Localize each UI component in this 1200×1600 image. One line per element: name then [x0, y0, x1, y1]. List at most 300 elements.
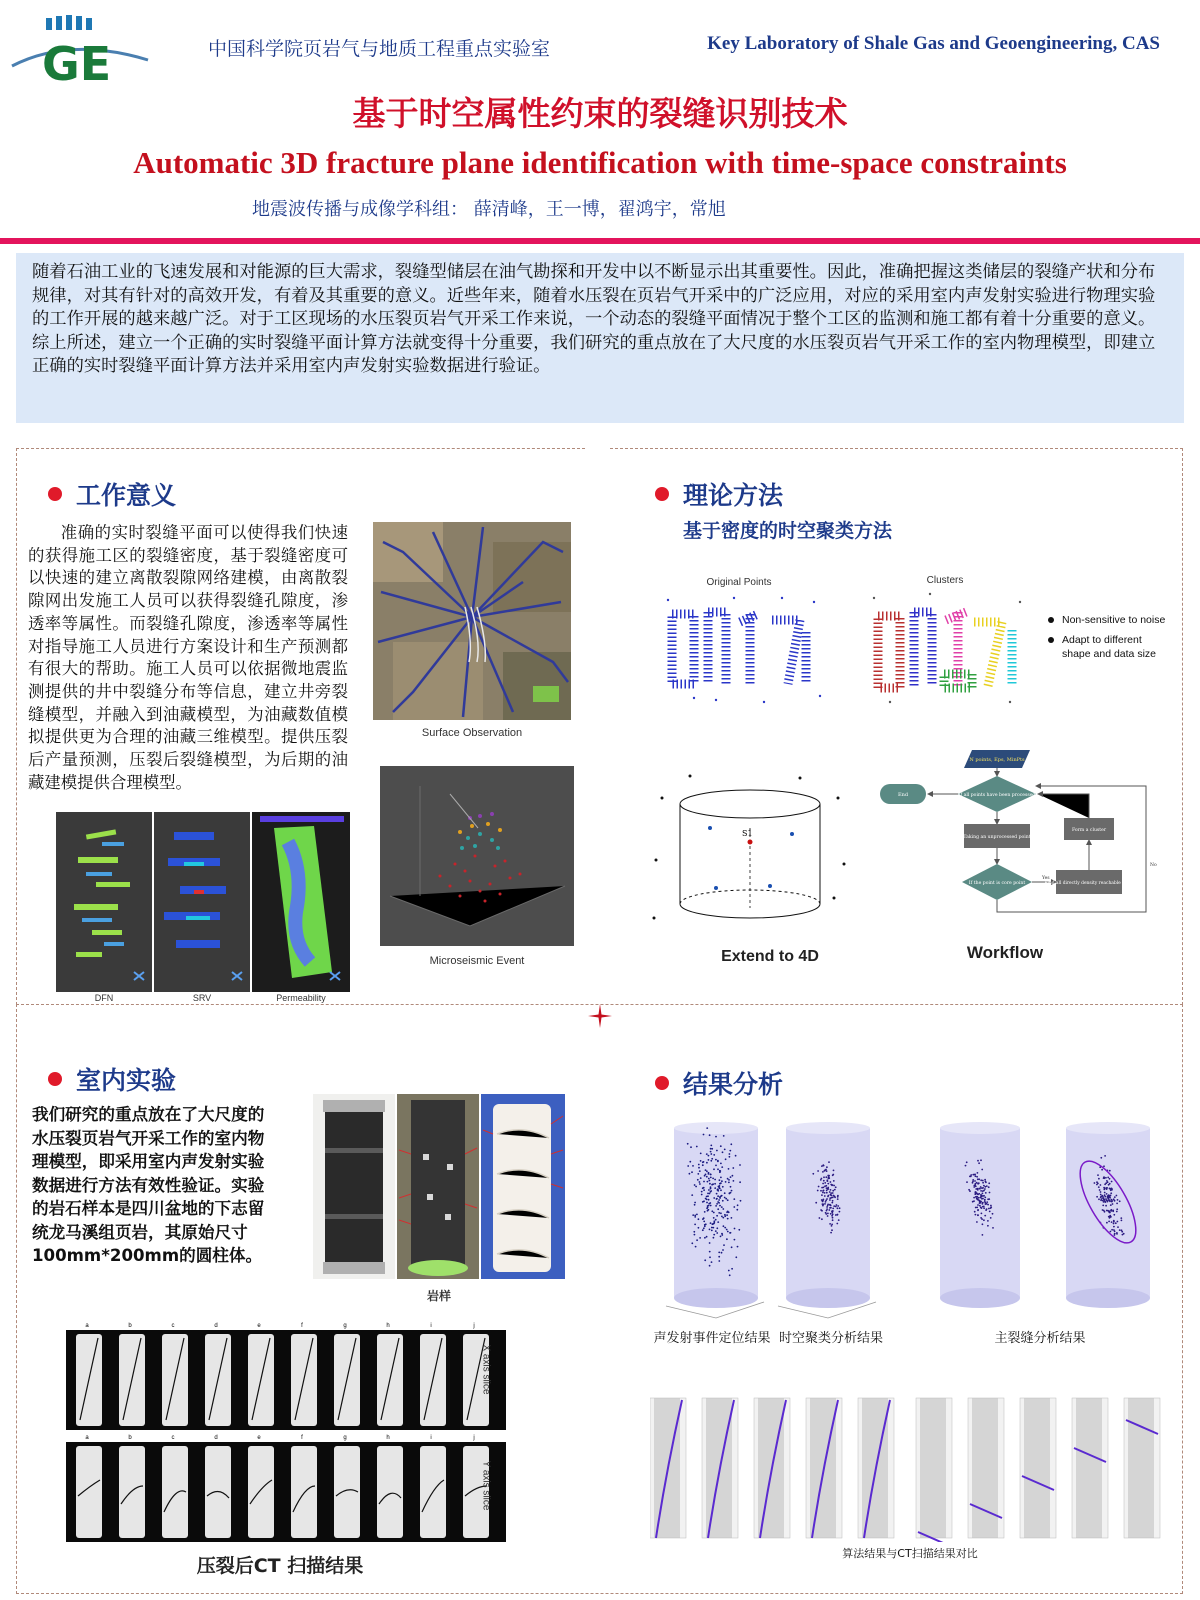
section-title-theory: 理论方法	[683, 481, 784, 510]
event-point	[719, 1170, 721, 1172]
ct-slice-letter: i	[430, 1323, 432, 1329]
event-point	[728, 1211, 730, 1213]
event-point	[727, 1231, 729, 1233]
event-point	[730, 1186, 732, 1188]
event-point	[820, 1209, 822, 1211]
event-point	[1110, 1231, 1112, 1233]
event-point	[731, 1268, 733, 1270]
event-point	[1104, 1192, 1106, 1194]
event-point	[832, 1192, 834, 1194]
event-point	[696, 1146, 698, 1148]
event-point	[973, 1200, 975, 1202]
benefit-item: Non-sensitive to noise	[1046, 613, 1166, 627]
event-point	[1108, 1184, 1110, 1186]
event-point	[826, 1166, 828, 1168]
main-fracture-caption: 主裂缝分析结果	[994, 1331, 1086, 1346]
event-point	[831, 1184, 833, 1186]
event-point	[1109, 1197, 1111, 1199]
event-point	[828, 1161, 830, 1163]
event-point	[827, 1204, 829, 1206]
section-head-theory	[655, 476, 783, 512]
event-point	[1100, 1194, 1102, 1196]
event-point	[831, 1229, 833, 1231]
event-point	[1113, 1226, 1115, 1228]
event-point	[826, 1190, 828, 1192]
clusters-figure	[870, 590, 1030, 710]
event-point	[697, 1179, 699, 1181]
event-point	[1114, 1196, 1116, 1198]
event-point	[716, 1203, 718, 1205]
cluster-benefits-list	[1046, 613, 1166, 667]
event-point	[1098, 1198, 1100, 1200]
event-point	[1105, 1177, 1107, 1179]
event-point	[699, 1170, 701, 1172]
event-point	[979, 1188, 981, 1190]
event-point	[990, 1205, 992, 1207]
event-point	[1117, 1221, 1119, 1223]
event-point	[724, 1149, 726, 1151]
event-point	[1098, 1178, 1100, 1180]
event-point	[832, 1190, 834, 1192]
event-point	[1107, 1197, 1109, 1199]
event-point	[986, 1185, 988, 1187]
event-point	[1109, 1170, 1111, 1172]
event-point	[706, 1162, 708, 1164]
ct-slice-letter: d	[214, 1435, 218, 1441]
event-point	[980, 1202, 982, 1204]
ct-slice-letter: i	[430, 1435, 432, 1441]
event-point	[726, 1238, 728, 1240]
event-point	[821, 1218, 823, 1220]
event-point	[712, 1227, 714, 1229]
event-point	[987, 1220, 989, 1222]
event-point	[711, 1148, 713, 1150]
event-point	[700, 1153, 702, 1155]
event-point	[977, 1209, 979, 1211]
event-point	[829, 1207, 831, 1209]
event-point	[694, 1234, 696, 1236]
event-point	[690, 1146, 692, 1148]
event-point	[821, 1187, 823, 1189]
section-head-significance	[48, 476, 176, 512]
event-point	[989, 1211, 991, 1213]
event-point	[984, 1197, 986, 1199]
event-point	[720, 1177, 722, 1179]
microseismic-caption: Microseismic Event	[429, 955, 525, 967]
event-point	[702, 1218, 704, 1220]
ae-location-caption: 声发射事件定位结果	[653, 1331, 771, 1346]
event-point	[1114, 1230, 1116, 1232]
event-point	[720, 1212, 722, 1214]
event-point	[1113, 1199, 1115, 1201]
event-point	[988, 1208, 990, 1210]
event-point	[734, 1228, 736, 1230]
event-point	[815, 1202, 817, 1204]
event-point	[706, 1207, 708, 1209]
event-point	[731, 1217, 733, 1219]
event-point	[837, 1205, 839, 1207]
event-point	[721, 1206, 723, 1208]
event-point	[966, 1181, 968, 1183]
event-point	[708, 1199, 710, 1201]
wf-node-core-point: If the point is core point	[968, 881, 1026, 886]
event-point	[719, 1185, 721, 1187]
event-point	[830, 1213, 832, 1215]
comparison-caption: 算法结果与CT扫描结果对比	[842, 1547, 978, 1560]
event-point	[822, 1183, 824, 1185]
event-point	[700, 1160, 702, 1162]
event-point	[965, 1165, 967, 1167]
event-point	[984, 1188, 986, 1190]
event-point	[726, 1211, 728, 1213]
event-point	[826, 1179, 828, 1181]
cluster-result-caption: 时空聚类分析结果	[778, 1331, 883, 1346]
event-point	[839, 1207, 841, 1209]
ct-slice-letter: f	[301, 1435, 303, 1441]
event-point	[712, 1223, 714, 1225]
ge-logo	[10, 14, 150, 84]
event-point	[1107, 1210, 1109, 1212]
event-point	[831, 1212, 833, 1214]
event-point	[1110, 1216, 1112, 1218]
event-point	[1096, 1196, 1098, 1198]
event-point	[699, 1237, 701, 1239]
event-point	[730, 1192, 732, 1194]
microseismic-event-figure	[380, 766, 574, 946]
theory-subtitle: 基于密度的时空聚类方法	[683, 520, 893, 542]
event-point	[708, 1155, 710, 1157]
event-point	[727, 1178, 729, 1180]
event-point	[698, 1218, 700, 1220]
event-point	[977, 1189, 979, 1191]
wf-yes-label: Yes	[1042, 876, 1050, 881]
event-point	[823, 1180, 825, 1182]
experiment-text: 我们研究的重点放在了大尺度的水压裂页岩气开采工作的室内物理模型，即采用室内声发射实验数据进行方法有效性验证。实验的岩石样本是四川盆地的下志留统龙马溪组页岩，其原始尺寸100mm*200mm的圆柱体。	[32, 1105, 265, 1265]
event-point	[833, 1185, 835, 1187]
event-point	[980, 1179, 982, 1181]
event-point	[719, 1197, 721, 1199]
event-point	[724, 1227, 726, 1229]
event-point	[812, 1173, 814, 1175]
event-point	[827, 1195, 829, 1197]
event-point	[982, 1187, 984, 1189]
comparison-shade	[1076, 1398, 1102, 1538]
event-point	[992, 1227, 994, 1229]
event-point	[689, 1161, 691, 1163]
ct-caption: 压裂后CT 扫描结果	[196, 1555, 364, 1577]
ct-slice-letter: d	[214, 1323, 218, 1329]
event-point	[1103, 1187, 1105, 1189]
event-point	[712, 1183, 714, 1185]
event-point	[740, 1200, 742, 1202]
event-point	[822, 1192, 824, 1194]
event-point	[702, 1201, 704, 1203]
event-point	[820, 1179, 822, 1181]
event-point	[716, 1150, 718, 1152]
event-point	[822, 1171, 824, 1173]
event-point	[1105, 1205, 1107, 1207]
event-point	[978, 1197, 980, 1199]
wf-node-end: End	[897, 792, 909, 798]
event-point	[1110, 1189, 1112, 1191]
event-point	[984, 1215, 986, 1217]
event-point	[1110, 1192, 1112, 1194]
ct-slice-letter: f	[301, 1323, 303, 1329]
event-point	[722, 1217, 724, 1219]
event-point	[982, 1180, 984, 1182]
event-point	[738, 1229, 740, 1231]
cluster-result-figure	[772, 1120, 882, 1320]
event-point	[976, 1193, 978, 1195]
event-point	[730, 1176, 732, 1178]
event-point	[1103, 1189, 1105, 1191]
header-divider	[0, 238, 1200, 244]
event-point	[817, 1190, 819, 1192]
ct-slice-letter: g	[343, 1435, 347, 1441]
event-point	[1103, 1165, 1105, 1167]
event-point	[982, 1203, 984, 1205]
event-point	[974, 1193, 976, 1195]
title-cn: 基于时空属性约束的裂缝识别技术	[352, 94, 848, 133]
event-point	[825, 1212, 827, 1214]
event-point	[704, 1211, 706, 1213]
event-point	[982, 1223, 984, 1225]
event-point	[720, 1236, 722, 1238]
event-point	[721, 1233, 723, 1235]
event-point	[1106, 1222, 1108, 1224]
event-point	[710, 1188, 712, 1190]
event-point	[1111, 1188, 1113, 1190]
event-point	[737, 1204, 739, 1206]
event-point	[736, 1209, 738, 1211]
event-point	[830, 1189, 832, 1191]
event-point	[705, 1223, 707, 1225]
event-point	[707, 1195, 709, 1197]
event-point	[721, 1166, 723, 1168]
event-point	[832, 1200, 834, 1202]
event-point	[729, 1150, 731, 1152]
event-point	[1113, 1223, 1115, 1225]
event-point	[1104, 1211, 1106, 1213]
event-point	[1115, 1222, 1117, 1224]
event-point	[1116, 1208, 1118, 1210]
event-point	[981, 1194, 983, 1196]
event-point	[1100, 1191, 1102, 1193]
event-point	[706, 1202, 708, 1204]
ct-slice-letter: j	[473, 1435, 475, 1441]
logo-text: GE	[42, 37, 112, 84]
event-point	[716, 1232, 718, 1234]
event-point	[825, 1201, 827, 1203]
event-point	[1094, 1182, 1096, 1184]
ct-slice-letter: j	[473, 1323, 475, 1329]
event-point	[832, 1174, 834, 1176]
event-point	[982, 1234, 984, 1236]
event-point	[823, 1176, 825, 1178]
workflow-caption: Workflow	[966, 943, 1044, 962]
event-point	[713, 1168, 715, 1170]
event-point	[966, 1161, 968, 1163]
divider-star-icon	[588, 1004, 612, 1028]
event-point	[1113, 1220, 1115, 1222]
event-point	[716, 1198, 718, 1200]
event-point	[823, 1190, 825, 1192]
event-point	[826, 1192, 828, 1194]
event-point	[720, 1145, 722, 1147]
event-point	[713, 1212, 715, 1214]
intro-box: 随着石油工业的飞速发展和对能源的巨大需求，裂缝型储层在油气勘探和开发中以不断显示出其重要性。因此，准确把握这类储层的裂缝产状和分布规律，对其有针对的高效开发，有着及其重要的意义。近些年来，随着水压裂在页岩气开采中的广泛应用，对应的采用室内声发射实验进行物理实验的工作开展的越来越广泛。对于工区现场的水压裂页岩气开采工作来说，一个动态的裂缝平面情况于整个工区的监测和施工都有着十分重要的意义。综上所述，建立一个正确的实时裂缝平面计算方法就变得十分重要，我们研究的重点放在了大尺度的水压裂页岩气开采工作的室内物理模型，即建立正确的实时裂缝平面计算方法并采用室内声发射实验数据进行验证。	[16, 253, 1184, 423]
event-point	[735, 1256, 737, 1258]
event-point	[699, 1183, 701, 1185]
comparison-figure	[650, 1392, 1170, 1542]
event-point	[703, 1134, 705, 1136]
event-point	[984, 1199, 986, 1201]
event-point	[1096, 1184, 1098, 1186]
event-point	[976, 1221, 978, 1223]
event-point	[728, 1168, 730, 1170]
event-point	[699, 1181, 701, 1183]
event-point	[725, 1158, 727, 1160]
event-point	[821, 1199, 823, 1201]
event-point	[973, 1185, 975, 1187]
event-point	[818, 1186, 820, 1188]
event-point	[720, 1163, 722, 1165]
event-point	[992, 1213, 994, 1215]
event-point	[1111, 1221, 1113, 1223]
event-point	[1101, 1169, 1103, 1171]
event-point	[700, 1177, 702, 1179]
event-point	[976, 1176, 978, 1178]
event-point	[697, 1173, 699, 1175]
event-point	[703, 1181, 705, 1183]
event-point	[1107, 1201, 1109, 1203]
section-title-experiment: 室内实验	[76, 1066, 177, 1095]
event-point	[727, 1218, 729, 1220]
event-point	[729, 1274, 731, 1276]
event-point	[714, 1179, 716, 1181]
event-point	[718, 1212, 720, 1214]
event-point	[983, 1206, 985, 1208]
benefit-item: Adapt to different shape and data size	[1046, 633, 1166, 661]
event-point	[694, 1216, 696, 1218]
event-point	[719, 1188, 721, 1190]
event-point	[969, 1176, 971, 1178]
event-point	[719, 1205, 721, 1207]
event-point	[826, 1170, 828, 1172]
event-point	[728, 1179, 730, 1181]
event-point	[1117, 1226, 1119, 1228]
event-point	[985, 1192, 987, 1194]
event-point	[827, 1183, 829, 1185]
event-point	[722, 1151, 724, 1153]
event-point	[977, 1214, 979, 1216]
event-point	[987, 1225, 989, 1227]
event-point	[710, 1160, 712, 1162]
event-point	[827, 1215, 829, 1217]
event-point	[978, 1182, 980, 1184]
event-point	[975, 1175, 977, 1177]
event-point	[713, 1217, 715, 1219]
event-point	[694, 1224, 696, 1226]
event-point	[835, 1186, 837, 1188]
permeability-caption: Permeability	[276, 993, 326, 1003]
event-point	[710, 1222, 712, 1224]
event-point	[1110, 1204, 1112, 1206]
event-point	[707, 1181, 709, 1183]
ct-slice-letter: e	[257, 1323, 261, 1329]
event-point	[717, 1168, 719, 1170]
event-point	[1102, 1209, 1104, 1211]
event-point	[728, 1270, 730, 1272]
event-point	[720, 1189, 722, 1191]
event-point	[986, 1203, 988, 1205]
comparison-shade	[1128, 1398, 1154, 1538]
event-point	[732, 1175, 734, 1177]
event-point	[980, 1190, 982, 1192]
event-point	[729, 1156, 731, 1158]
ct-slice-letter: c	[171, 1323, 175, 1329]
event-point	[988, 1182, 990, 1184]
event-point	[706, 1176, 708, 1178]
event-point	[972, 1179, 974, 1181]
event-point	[718, 1260, 720, 1262]
event-point	[710, 1177, 712, 1179]
event-point	[836, 1223, 838, 1225]
event-point	[718, 1252, 720, 1254]
event-point	[704, 1175, 706, 1177]
event-point	[713, 1197, 715, 1199]
event-point	[695, 1186, 697, 1188]
event-point	[821, 1194, 823, 1196]
event-point	[981, 1213, 983, 1215]
event-point	[715, 1136, 717, 1138]
section-head-experiment	[48, 1061, 176, 1097]
ct-slice-letter: a	[85, 1323, 89, 1329]
event-point	[723, 1244, 725, 1246]
event-point	[1100, 1196, 1102, 1198]
event-point	[975, 1214, 977, 1216]
event-point	[702, 1164, 704, 1166]
event-point	[832, 1219, 834, 1221]
main-fracture-figure-a	[928, 1120, 1032, 1320]
event-point	[702, 1161, 704, 1163]
event-point	[972, 1174, 974, 1176]
event-point	[715, 1205, 717, 1207]
event-point	[735, 1155, 737, 1157]
event-point	[824, 1185, 826, 1187]
event-point	[824, 1192, 826, 1194]
event-point	[723, 1225, 725, 1227]
event-point	[817, 1170, 819, 1172]
event-point	[829, 1199, 831, 1201]
event-point	[990, 1217, 992, 1219]
event-point	[1113, 1214, 1115, 1216]
event-point	[1100, 1184, 1102, 1186]
clusters-caption: Clusters	[926, 575, 964, 586]
original-points-caption: Original Points	[706, 577, 772, 588]
event-point	[711, 1230, 713, 1232]
event-point	[717, 1190, 719, 1192]
event-point	[981, 1169, 983, 1171]
event-point	[730, 1232, 732, 1234]
event-point	[1116, 1203, 1118, 1205]
event-point	[830, 1194, 832, 1196]
event-point	[977, 1178, 979, 1180]
event-point	[831, 1215, 833, 1217]
event-point	[733, 1198, 735, 1200]
event-point	[692, 1214, 694, 1216]
event-point	[974, 1174, 976, 1176]
